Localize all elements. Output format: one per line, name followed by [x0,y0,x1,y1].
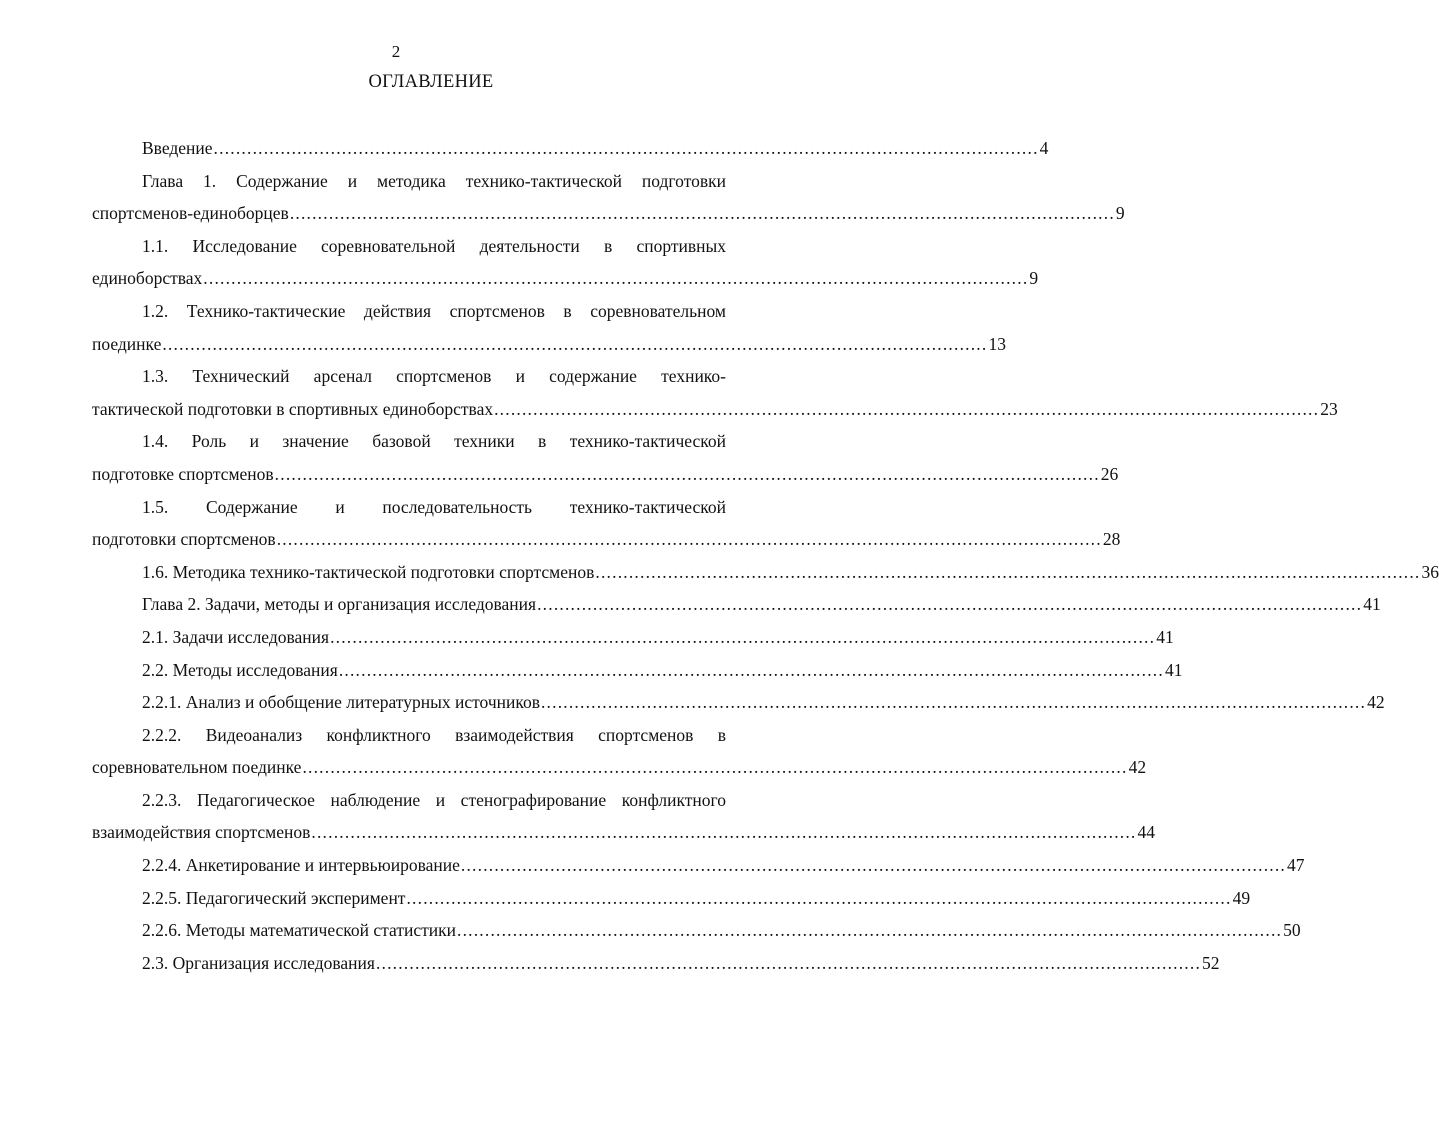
toc-entry-page: 41 [1156,626,1174,647]
dot-leader: .................................................................................................................................................... [494,398,1320,419]
toc-entry-title-continued: соревновательном поединке [92,757,302,778]
toc-entry-title: 2.2.5. Педагогический эксперимент [142,887,406,908]
toc-entry-2-2-4[interactable] [92,849,1305,882]
toc-entry-2-2-6[interactable] [92,914,1301,947]
toc-entry-title-continued: подготовки спортсменов [92,529,276,550]
toc-entry-title: Введение [142,138,213,158]
toc-entry-page: 41 [1164,659,1183,680]
dot-leader: .................................................................................................................................................... [457,920,1283,941]
toc-entry-page: 41 [1363,594,1381,615]
toc-entry-page: 28 [1102,529,1121,550]
toc-entry-chapter-1[interactable] [92,165,1125,230]
toc-entry-page: 52 [1202,952,1220,973]
toc-entry-chapter-2[interactable] [92,588,1381,621]
toc-entry-title: 1.2. Технико-тактические действия спортсменов в соревновательном [142,300,726,321]
dot-leader: .................................................................................................................................................... [540,692,1367,713]
toc-entry-page: 9 [1029,268,1039,289]
dot-leader: .................................................................................................................................................... [311,822,1137,843]
dot-leader: .................................................................................................................................................... [406,887,1232,908]
dot-leader: .................................................................................................................................................... [338,659,1164,680]
toc-entry-title-continued: тактической подготовки в спортивных единоборствах [92,398,494,419]
toc-entry-2-3[interactable] [92,947,1220,980]
dot-leader: .................................................................................................................................................... [537,594,1363,615]
toc-entry-1-5[interactable] [92,491,1121,556]
toc-entry-page: 13 [988,333,1006,354]
toc-entry-title: Глава 2. Задачи, методы и организация исследования [142,594,537,615]
toc-entry-title: 2.2.4. Анкетирование и интервьюирование [142,855,460,876]
toc-entry-title: 1.6. Методика технико-тактической подготовки спортсменов [142,561,595,582]
toc-entry-1-1[interactable] [92,230,1039,295]
toc-entry-page: 44 [1137,822,1155,843]
toc-entry-2-1[interactable] [92,621,1174,654]
toc-entry-2-2-2[interactable] [92,719,1147,784]
toc-entry-1-2[interactable] [92,295,1006,360]
toc-entry-page: 47 [1287,855,1305,876]
dot-leader: .................................................................................................................................................... [460,855,1286,876]
toc-entry-title: 1.4. Роль и значение базовой техники в технико-тактической [142,431,726,452]
toc-entry-2-2[interactable] [92,654,1183,687]
toc-entry-title: 2.2. Методы исследования [142,659,338,680]
toc-entry-title: Глава 1. Содержание и методика технико-тактической подготовки [142,170,726,191]
dot-leader: .................................................................................................................................................... [203,268,1029,289]
toc-entry-1-6[interactable] [92,556,1439,589]
toc-entry-title: 2.2.1. Анализ и обобщение литературных источников [142,692,540,713]
dot-leader: .................................................................................................................................................... [162,333,988,354]
dot-leader: .................................................................................................................................................... [302,757,1128,778]
dot-leader: .................................................................................................................................................... [276,529,1102,550]
toc-entry-title: 2.2.6. Методы математической статистики [142,920,456,941]
toc-entry-page: 9 [1115,203,1125,224]
dot-leader: .................................................................................................................................................... [213,138,1039,158]
dot-leader: .................................................................................................................................................... [289,203,1115,224]
dot-leader: .................................................................................................................................................... [595,561,1421,582]
toc-entry-title: 2.2.2. Видеоанализ конфликтного взаимодействия спортсменов в [142,724,726,745]
toc-entry-2-2-5[interactable] [92,882,1251,915]
toc-entry-page: 23 [1320,398,1338,419]
table-of-contents [92,132,1439,979]
toc-entry-page: 42 [1128,757,1147,778]
toc-entry-page: 36 [1421,561,1439,582]
dot-leader: .................................................................................................................................................... [375,952,1202,973]
toc-entry-1-3[interactable] [92,360,1338,425]
toc-entry-title: 1.5. Содержание и последовательность технико-тактической [142,496,726,517]
toc-entry-page: 4 [1039,138,1049,158]
toc-entry-title-continued: спортсменов-единоборцев [92,203,289,224]
toc-entry-2-2-1[interactable] [92,686,1385,719]
page-number: 2 [391,42,401,61]
toc-entry-title: 2.2.3. Педагогическое наблюдение и стенографирование конфликтного [142,789,726,810]
page-title: ОГЛАВЛЕНИЕ [368,72,494,92]
toc-entry-page: 42 [1367,692,1385,713]
toc-entry-2-2-3[interactable] [92,784,1155,849]
toc-entry-title-continued: поединке [92,333,162,354]
dot-leader: .................................................................................................................................................... [274,463,1100,484]
toc-entry-title: 1.1. Исследование соревновательной деятельности в спортивных [142,235,726,256]
toc-entry-title: 1.3. Технический арсенал спортсменов и содержание технико- [142,366,726,387]
toc-entry-page: 50 [1283,920,1301,941]
toc-entry-page: 49 [1232,887,1251,908]
toc-entry-title-continued: взаимодействия спортсменов [92,822,311,843]
toc-entry-title: 2.3. Организация исследования [142,952,375,973]
toc-entry-title-continued: подготовке спортсменов [92,463,274,484]
toc-entry-title-continued: единоборствах [92,268,203,289]
dot-leader: .................................................................................................................................................... [330,626,1156,647]
toc-entry-page: 26 [1100,463,1119,484]
toc-entry-intro[interactable] [92,132,1049,165]
toc-entry-title: 2.1. Задачи исследования [142,626,330,647]
toc-entry-1-4[interactable] [92,425,1119,490]
